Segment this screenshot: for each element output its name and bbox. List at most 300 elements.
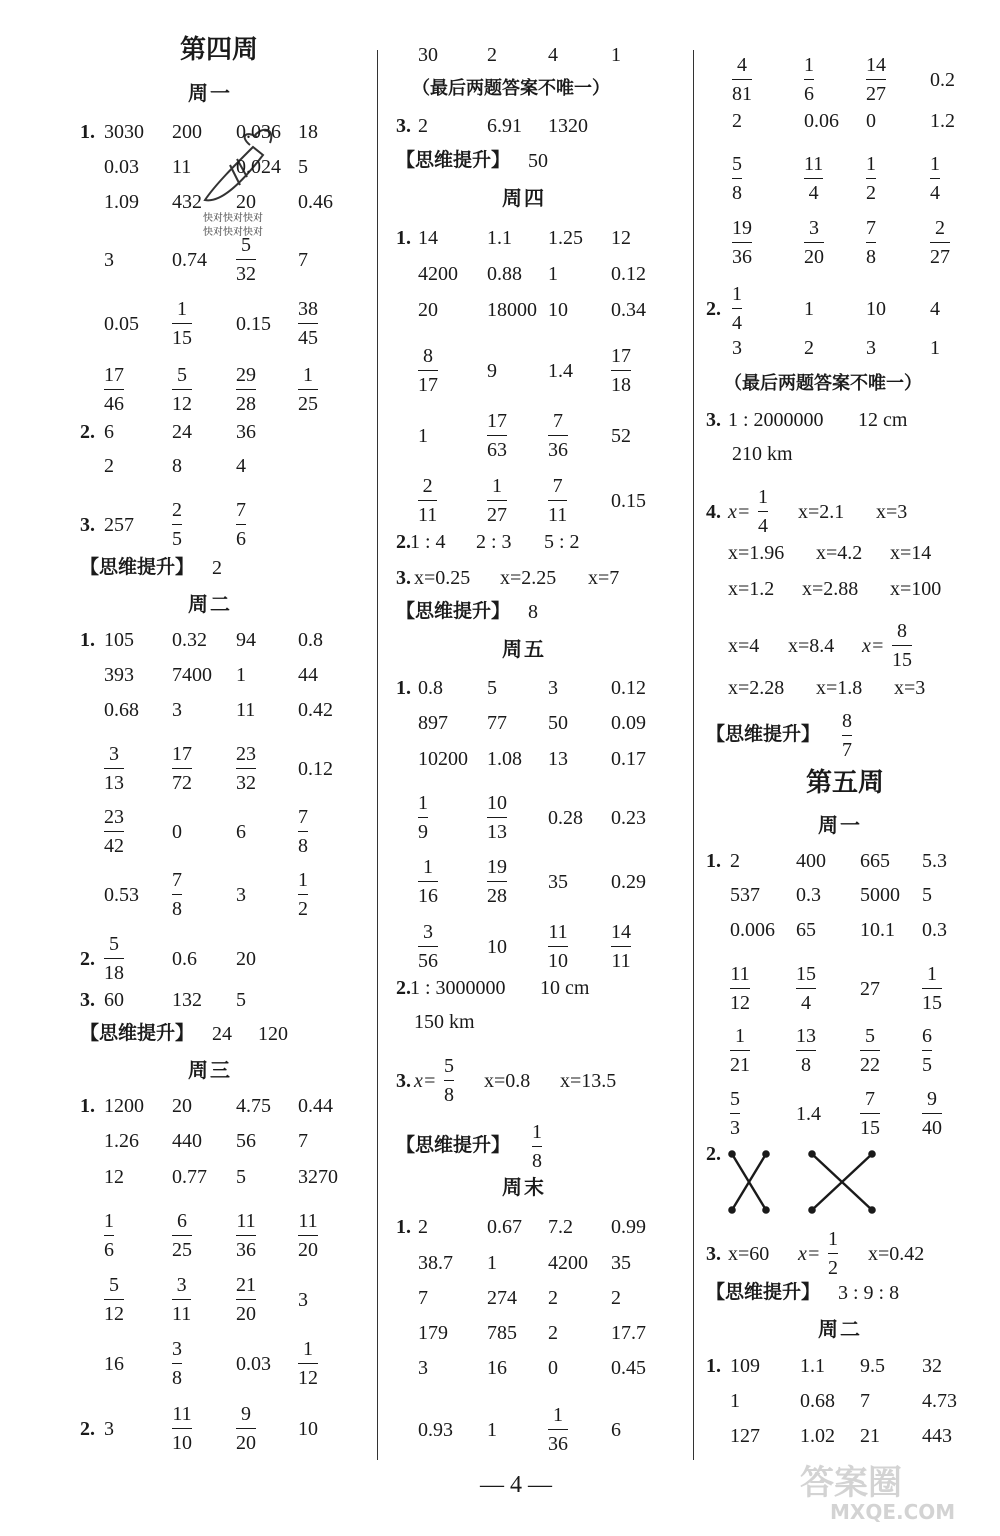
answer-value: 1.26 <box>104 1130 139 1152</box>
answer-value: 0.53 <box>104 884 139 906</box>
denominator: 45 <box>298 327 318 349</box>
fraction-bar <box>732 178 742 179</box>
fraction-bar <box>172 1299 191 1300</box>
answer-value: x=3 <box>894 677 926 699</box>
fraction-bar <box>172 1428 192 1429</box>
answer-value: 12 <box>611 227 631 249</box>
numerator: 3 <box>176 1274 187 1296</box>
answer-value: 0.45 <box>611 1357 646 1379</box>
answer-value: 4200 <box>418 263 458 285</box>
fraction-bar <box>732 79 752 80</box>
answer-value: 7 <box>298 1130 308 1152</box>
answer-fraction <box>172 1209 192 1262</box>
answer-value: 257 <box>104 514 134 536</box>
numerator: 5 <box>865 1025 875 1047</box>
answer-fraction <box>860 1087 880 1140</box>
answer-value: 2 <box>732 110 742 132</box>
answer-value: 12 <box>104 1166 124 1188</box>
denominator: 20 <box>298 1239 318 1261</box>
denominator: 36 <box>548 439 568 461</box>
fraction-bar <box>236 259 256 260</box>
numerator: 4 <box>737 54 747 76</box>
answer-value: x=7 <box>588 567 620 589</box>
numerator: 11 <box>804 153 824 175</box>
answer-value: 35 <box>548 871 568 893</box>
question-number: 2. <box>706 1143 721 1165</box>
answer-fraction <box>730 962 750 1015</box>
denominator: 15 <box>172 327 192 349</box>
answer-fraction <box>487 791 507 844</box>
denominator: 20 <box>236 1432 256 1454</box>
answer-value: 20 <box>236 191 256 213</box>
thinking-answer: 50 <box>528 150 548 172</box>
fraction-bar <box>732 308 742 309</box>
fraction-bar <box>298 1363 318 1364</box>
thinking-answer: 3 : 9 : 8 <box>838 1282 900 1304</box>
answer-fraction <box>730 1024 750 1077</box>
fraction-bar <box>922 1050 932 1051</box>
answer-value: 0.77 <box>172 1166 207 1188</box>
answer-fraction <box>298 805 308 858</box>
denominator: 7 <box>842 739 852 761</box>
numerator: 1 <box>553 1404 563 1426</box>
question-number: 3. <box>706 409 721 431</box>
answer-value: 150 km <box>414 1011 475 1033</box>
answer-value: 10 <box>548 299 568 321</box>
answer-value: 3 <box>732 337 742 359</box>
answer-value: 10 <box>866 298 886 320</box>
fraction-bar <box>487 500 507 501</box>
answer-value: 20 <box>172 1095 192 1117</box>
answer-value: 1.09 <box>104 191 139 213</box>
fraction-bar <box>532 1146 542 1147</box>
numerator: 7 <box>865 1088 875 1110</box>
fraction-bar <box>860 1113 880 1114</box>
denominator: 81 <box>732 83 752 105</box>
answer-value: x=13.5 <box>560 1070 617 1092</box>
answer-value: 7400 <box>172 664 212 686</box>
answer-fraction <box>730 1087 740 1140</box>
fraction-bar <box>298 389 318 390</box>
answer-value: 0.3 <box>922 919 947 941</box>
denominator: 20 <box>804 246 824 268</box>
question-number: 2. <box>80 1418 95 1440</box>
answer-value: 18000 <box>487 299 537 321</box>
answer-value: 16 <box>104 1353 124 1375</box>
denominator: 2 <box>298 898 308 920</box>
answer-fraction <box>104 1273 124 1326</box>
fraction-bar <box>418 817 428 818</box>
denominator: 11 <box>172 1303 192 1325</box>
answer-value: 77 <box>487 712 507 734</box>
column-divider-left <box>377 50 378 1460</box>
fraction-bar <box>732 242 752 243</box>
numerator: 8 <box>423 345 433 367</box>
answer-value: 0.3 <box>796 884 821 906</box>
denominator: 4 <box>808 182 819 204</box>
answer-value: 785 <box>487 1322 517 1344</box>
answer-value: x=2.25 <box>500 567 557 589</box>
answer-value: 3 <box>104 1418 114 1440</box>
answer-fraction <box>236 1273 256 1326</box>
answer-value: x=3 <box>876 501 908 523</box>
numerator: 1 <box>804 54 814 76</box>
answer-value: 400 <box>796 850 826 872</box>
answer-fraction <box>487 855 507 908</box>
fraction-bar <box>548 500 567 501</box>
answer-fraction <box>732 53 752 106</box>
question-number: 4. <box>706 501 721 523</box>
watermark-url: MXQE.COM <box>830 1500 956 1524</box>
denominator: 9 <box>418 821 428 843</box>
numerator: 11 <box>730 963 750 985</box>
denominator: 8 <box>532 1150 542 1172</box>
denominator: 21 <box>730 1054 750 1076</box>
answer-value: 21 <box>860 1425 880 1447</box>
denominator: 8 <box>444 1084 454 1106</box>
thinking-answer-fraction <box>842 709 852 762</box>
numerator: 17 <box>611 345 631 367</box>
fraction-bar <box>418 946 438 947</box>
answer-value: 0.68 <box>800 1390 835 1412</box>
fraction-bar <box>172 1235 192 1236</box>
numerator: 38 <box>298 298 318 320</box>
day-heading: 周四 <box>502 188 546 210</box>
fraction-bar <box>172 323 192 324</box>
fraction-bar <box>236 1299 256 1300</box>
answer-value: 6 <box>104 421 114 443</box>
denominator: 15 <box>892 649 912 671</box>
numerator: 11 <box>236 1210 256 1232</box>
answer-value: 0.74 <box>172 249 207 271</box>
fraction-bar <box>104 1235 114 1236</box>
answer-fraction <box>418 855 438 908</box>
answer-value: 2 <box>548 1287 558 1309</box>
numerator: 5 <box>177 364 187 386</box>
answer-value: 0 <box>548 1357 558 1379</box>
fraction-bar <box>922 1113 942 1114</box>
answer-fraction <box>236 1402 256 1455</box>
answer-value: 1 <box>487 1252 497 1274</box>
numerator: 7 <box>866 217 876 239</box>
fraction-bar <box>298 831 308 832</box>
answer-fraction <box>860 1024 880 1077</box>
answer-fraction <box>172 498 182 551</box>
answer-value: 0.32 <box>172 629 207 651</box>
denominator: 18 <box>611 374 631 396</box>
answer-fraction <box>930 216 950 269</box>
numerator: 2 <box>422 475 433 497</box>
fraction-bar <box>418 881 438 882</box>
numerator: 14 <box>611 921 631 943</box>
answer-value: 3 <box>172 699 182 721</box>
numerator: 9 <box>927 1088 937 1110</box>
numerator: 17 <box>172 743 192 765</box>
denominator: 46 <box>104 393 124 415</box>
fraction-bar <box>548 1429 568 1430</box>
answer-fraction <box>172 1337 182 1390</box>
denominator: 12 <box>172 393 192 415</box>
answer-value: 897 <box>418 712 448 734</box>
answer-value: 3 <box>236 884 246 906</box>
answer-value: 1320 <box>548 115 588 137</box>
answer-value: 0.8 <box>298 629 323 651</box>
answer-fraction <box>732 152 742 205</box>
numerator: 1 <box>418 792 428 814</box>
question-number: 3. <box>396 567 411 589</box>
answer-fraction <box>172 1273 191 1326</box>
fraction-bar <box>730 1050 750 1051</box>
answer-value: 6 <box>611 1419 621 1441</box>
answer-fraction <box>487 474 507 527</box>
question-number: 3. <box>80 989 95 1011</box>
fraction-bar <box>866 242 876 243</box>
answer-fraction <box>104 1209 114 1262</box>
answer-value: x=1.8 <box>816 677 863 699</box>
fraction-bar <box>487 817 507 818</box>
question-number: 1. <box>706 1355 721 1377</box>
thinking-label: 【思维提升】 <box>396 1135 511 1156</box>
answer-value: 10 cm <box>540 977 590 999</box>
numerator: 7 <box>552 475 563 497</box>
answer-value: 11 <box>236 699 256 721</box>
answer-fraction <box>804 216 824 269</box>
answer-fraction <box>758 485 768 538</box>
fraction-bar <box>172 894 182 895</box>
answer-value: 0.2 <box>930 69 955 91</box>
denominator: 15 <box>860 1117 880 1139</box>
answer-value: 17.7 <box>611 1322 646 1344</box>
answer-value: 2 <box>487 44 497 66</box>
answer-value: 4.73 <box>922 1390 957 1412</box>
answer-fraction <box>418 920 438 973</box>
fraction-bar <box>172 1363 182 1364</box>
answer-value: x=100 <box>890 578 942 600</box>
numerator: 23 <box>236 743 256 765</box>
answer-value: 16 <box>487 1357 507 1379</box>
thinking-answer: 24 <box>212 1023 232 1045</box>
denominator: 6 <box>236 528 246 550</box>
numerator: 23 <box>104 806 124 828</box>
numerator: 2 <box>172 499 182 521</box>
denominator: 5 <box>922 1054 932 1076</box>
answer-value: 20 <box>418 299 438 321</box>
thinking-label: 【思维提升】 <box>706 724 821 745</box>
answer-value: 3 <box>418 1357 428 1379</box>
fraction-bar <box>298 323 318 324</box>
denominator: 8 <box>172 898 182 920</box>
numerator: 19 <box>732 217 752 239</box>
answer-fraction <box>298 297 318 350</box>
answer-fraction <box>548 920 568 973</box>
denominator: 11 <box>611 950 631 972</box>
answer-value: 0.6 <box>172 948 197 970</box>
denominator: 28 <box>487 885 507 907</box>
question-number: 1. <box>396 677 411 699</box>
matching-lines-figure <box>722 1146 892 1218</box>
day-heading: 周一 <box>188 83 232 105</box>
answer-fraction <box>172 1402 192 1455</box>
answer-fraction <box>732 216 752 269</box>
day-heading: 周一 <box>818 815 862 837</box>
fraction-bar <box>796 1050 816 1051</box>
denominator: 28 <box>236 393 256 415</box>
answer-value: 50 <box>548 712 568 734</box>
answer-value: 4200 <box>548 1252 588 1274</box>
denominator: 25 <box>298 393 318 415</box>
numerator: 14 <box>866 54 886 76</box>
denominator: 13 <box>104 772 124 794</box>
fraction-bar <box>487 881 507 882</box>
answer-value: 65 <box>796 919 816 941</box>
denominator: 27 <box>866 83 886 105</box>
answer-value: 5.3 <box>922 850 947 872</box>
numerator: 29 <box>236 364 256 386</box>
numerator: 8 <box>897 620 907 642</box>
numerator: 1 <box>927 963 937 985</box>
denominator: 36 <box>732 246 752 268</box>
answer-value: 2 <box>104 455 114 477</box>
answer-value: 440 <box>172 1130 202 1152</box>
answer-value: 10.1 <box>860 919 895 941</box>
denominator: 36 <box>236 1239 256 1261</box>
fraction-bar <box>104 958 124 959</box>
denominator: 10 <box>172 1432 192 1454</box>
numerator: 9 <box>241 1403 251 1425</box>
answer-fraction <box>236 742 256 795</box>
fraction-bar <box>487 435 507 436</box>
numerator: 13 <box>796 1025 816 1047</box>
answer-value: 3270 <box>298 1166 338 1188</box>
answer-value: 0.46 <box>298 191 333 213</box>
numerator: 1 <box>828 1228 838 1250</box>
numerator: 5 <box>109 933 119 955</box>
answer-value: 0.29 <box>611 871 646 893</box>
numerator: 11 <box>548 921 568 943</box>
answer-value: 0.12 <box>611 263 646 285</box>
answer-value: 44 <box>298 664 318 686</box>
answer-value: 38.7 <box>418 1252 453 1274</box>
answer-value: 2 <box>611 1287 621 1309</box>
answer-value: 0 <box>866 110 876 132</box>
fraction-bar <box>418 500 437 501</box>
denominator: 4 <box>732 312 742 334</box>
answer-value: 0.17 <box>611 748 646 770</box>
fraction-bar <box>860 1050 880 1051</box>
fraction-bar <box>922 988 942 989</box>
denominator: 12 <box>730 992 750 1014</box>
answer-value: 56 <box>236 1130 256 1152</box>
question-number: 1. <box>706 850 721 872</box>
denominator: 5 <box>172 528 182 550</box>
denominator: 2 <box>828 1257 838 1279</box>
answer-value: 14 <box>418 227 438 249</box>
note-text: （最后两题答案不唯一） <box>724 373 922 393</box>
answer-value: 109 <box>730 1355 760 1377</box>
answer-value: 11 <box>172 156 192 178</box>
fraction-bar <box>236 1235 256 1236</box>
answer-value: 1 <box>487 1419 497 1441</box>
answer-value: 1 : 2000000 <box>728 409 824 431</box>
answer-value: 3030 <box>104 121 144 143</box>
answer-value: 0.8 <box>418 677 443 699</box>
equation-prefix: x= <box>862 635 885 657</box>
answer-value: 7 <box>418 1287 428 1309</box>
denominator: 8 <box>732 182 742 204</box>
denominator: 11 <box>548 504 568 526</box>
denominator: 6 <box>804 83 814 105</box>
day-heading: 周末 <box>502 1177 546 1199</box>
numerator: 1 <box>492 475 502 497</box>
answer-value: 9 <box>487 360 497 382</box>
answer-value: 0.68 <box>104 699 139 721</box>
denominator: 15 <box>922 992 942 1014</box>
answer-fraction <box>922 1087 942 1140</box>
answer-fraction <box>236 498 246 551</box>
fraction-bar <box>172 524 182 525</box>
denominator: 10 <box>548 950 568 972</box>
numerator: 1 <box>532 1121 542 1143</box>
fraction-bar <box>758 511 768 512</box>
answer-value: x=2.88 <box>802 578 859 600</box>
fraction-bar <box>930 242 950 243</box>
numerator: 1 <box>423 856 433 878</box>
numerator: 5 <box>109 1274 119 1296</box>
answer-value: 4 <box>236 455 246 477</box>
denominator: 2 <box>866 182 876 204</box>
fraction-bar <box>611 370 631 371</box>
question-number: 2. <box>80 948 95 970</box>
answer-value: 1 <box>730 1390 740 1412</box>
question-number: 2. <box>396 977 411 999</box>
answer-value: 0.67 <box>487 1216 522 1238</box>
answer-value: 0.03 <box>104 156 139 178</box>
denominator: 72 <box>172 772 192 794</box>
fraction-bar <box>444 1080 454 1081</box>
fraction-bar <box>236 1428 256 1429</box>
thinking-answer: 120 <box>258 1023 288 1045</box>
fraction-bar <box>104 768 124 769</box>
denominator: 11 <box>418 504 438 526</box>
denominator: 36 <box>548 1433 568 1455</box>
denominator: 32 <box>236 263 256 285</box>
answer-value: 5 <box>236 1166 246 1188</box>
denominator: 40 <box>922 1117 942 1139</box>
numerator: 2 <box>935 217 945 239</box>
day-heading: 周五 <box>502 639 546 661</box>
answer-value: 665 <box>860 850 890 872</box>
equation-prefix: x= <box>728 501 751 523</box>
answer-value: 1 : 4 <box>410 531 446 553</box>
answer-value: 7 <box>298 249 308 271</box>
fraction-bar <box>548 946 568 947</box>
numerator: 10 <box>487 792 507 814</box>
answer-fraction <box>866 53 886 106</box>
answer-value: 0.06 <box>804 110 839 132</box>
answer-value: 1.25 <box>548 227 583 249</box>
fraction-bar <box>930 178 940 179</box>
numerator: 7 <box>236 499 246 521</box>
answer-value: 537 <box>730 884 760 906</box>
question-number: 3. <box>80 514 95 536</box>
answer-fraction <box>104 805 124 858</box>
answer-value: 1 <box>611 44 621 66</box>
question-number: 2. <box>396 531 411 553</box>
denominator: 17 <box>418 374 438 396</box>
denominator: 22 <box>860 1054 880 1076</box>
answer-value: x=4 <box>728 635 760 657</box>
answer-value: 20 <box>236 948 256 970</box>
